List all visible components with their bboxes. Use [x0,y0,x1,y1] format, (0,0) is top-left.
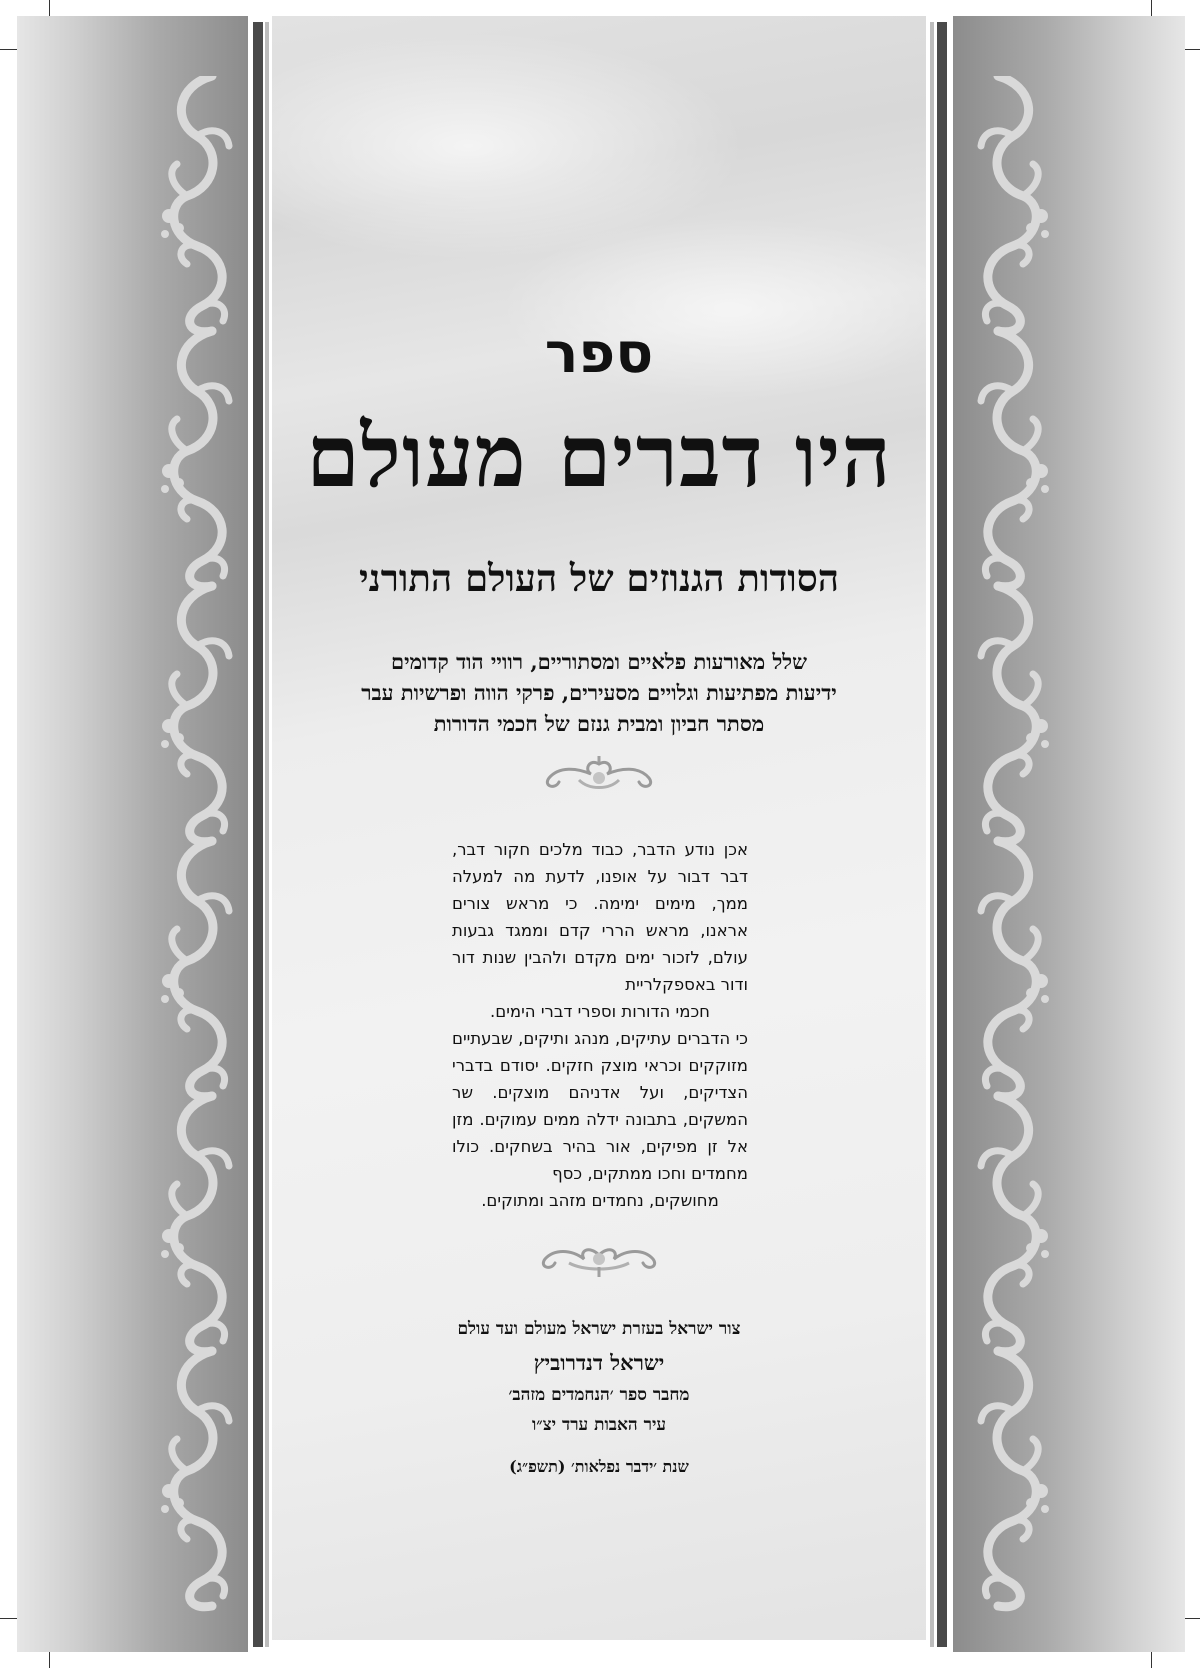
right-divider-line [930,22,934,1647]
right-divider-bar [937,22,947,1647]
body-text [452,836,748,1214]
author-previous-book: מחבר ספר ׳הנחמדים מזהב׳ [508,1385,690,1405]
body-paragraph: מחושקים, נחמדים מזהב ומתוקים. [481,1191,719,1210]
body-paragraph: כי הדברים עתיקים, מנהג ותיקים, שבעתיים מזוקקים וכראי מוצק חזקים. יסודם בדברי הצדיקים, ועל אדניהם מוצקים. שר המשקים, בתבונה ידלה ממים עמוקים. מזן אל זן מפיקים, אור בהיר בשחקים. כולו מחמדים וחכו ממתקים, כסף [452,1029,748,1183]
left-border-panel [17,16,248,1652]
intro-line: מסתר חביון ומבית גנזם של חכמי הדורות [433,711,765,736]
intro-line: שלל מאורעות פלאיים ומסתוריים, רוויי הוד קדומים [390,649,807,674]
left-divider-line [265,22,269,1647]
author-name: ישראל דנדרוביץ [533,1350,665,1375]
flourish-divider-icon [529,756,669,796]
left-divider-bar [253,22,263,1647]
dedication-line: צור ישראל בעזרת ישראל מעולם ועד עולם [457,1319,741,1339]
author-city: עיר האבות ערד יצ״ו [531,1415,667,1435]
credits-block [272,1312,926,1482]
publication-year: שנת ׳ידבר נפלאות׳ (תשפ״ג) [509,1457,689,1476]
right-border-panel [953,16,1185,1652]
body-paragraph: חכמי הדורות וספרי דברי הימים. [490,1002,710,1021]
floral-scroll-ornament-icon [157,76,247,1616]
book-subtitle: הסודות הגנוזים של העולם התורני [358,556,840,600]
body-paragraph: אכן נודע הדבר, כבוד מלכים חקור דבר, דבר דבור על אופנו, לדעת מה למעלה ממך, מימים ימימה. כי מראש צורים אראנו, מראש הררי קדם וממגד גבעות עולם, לזכור ימים מקדם ולהבין שנות דור ודור באספקלריית [452,840,748,994]
intro-line: ידיעות מפתיעות וגלויים מסעירים, פרקי הווה ופרשיות עבר [361,680,837,705]
cover-center-panel [272,16,926,1640]
book-title: היו דברים מעולם [306,406,892,507]
flourish-divider-icon [529,1241,669,1281]
intro-blurb [272,646,926,739]
sefer-label: ספר [544,321,654,386]
floral-scroll-ornament-icon [963,76,1053,1616]
